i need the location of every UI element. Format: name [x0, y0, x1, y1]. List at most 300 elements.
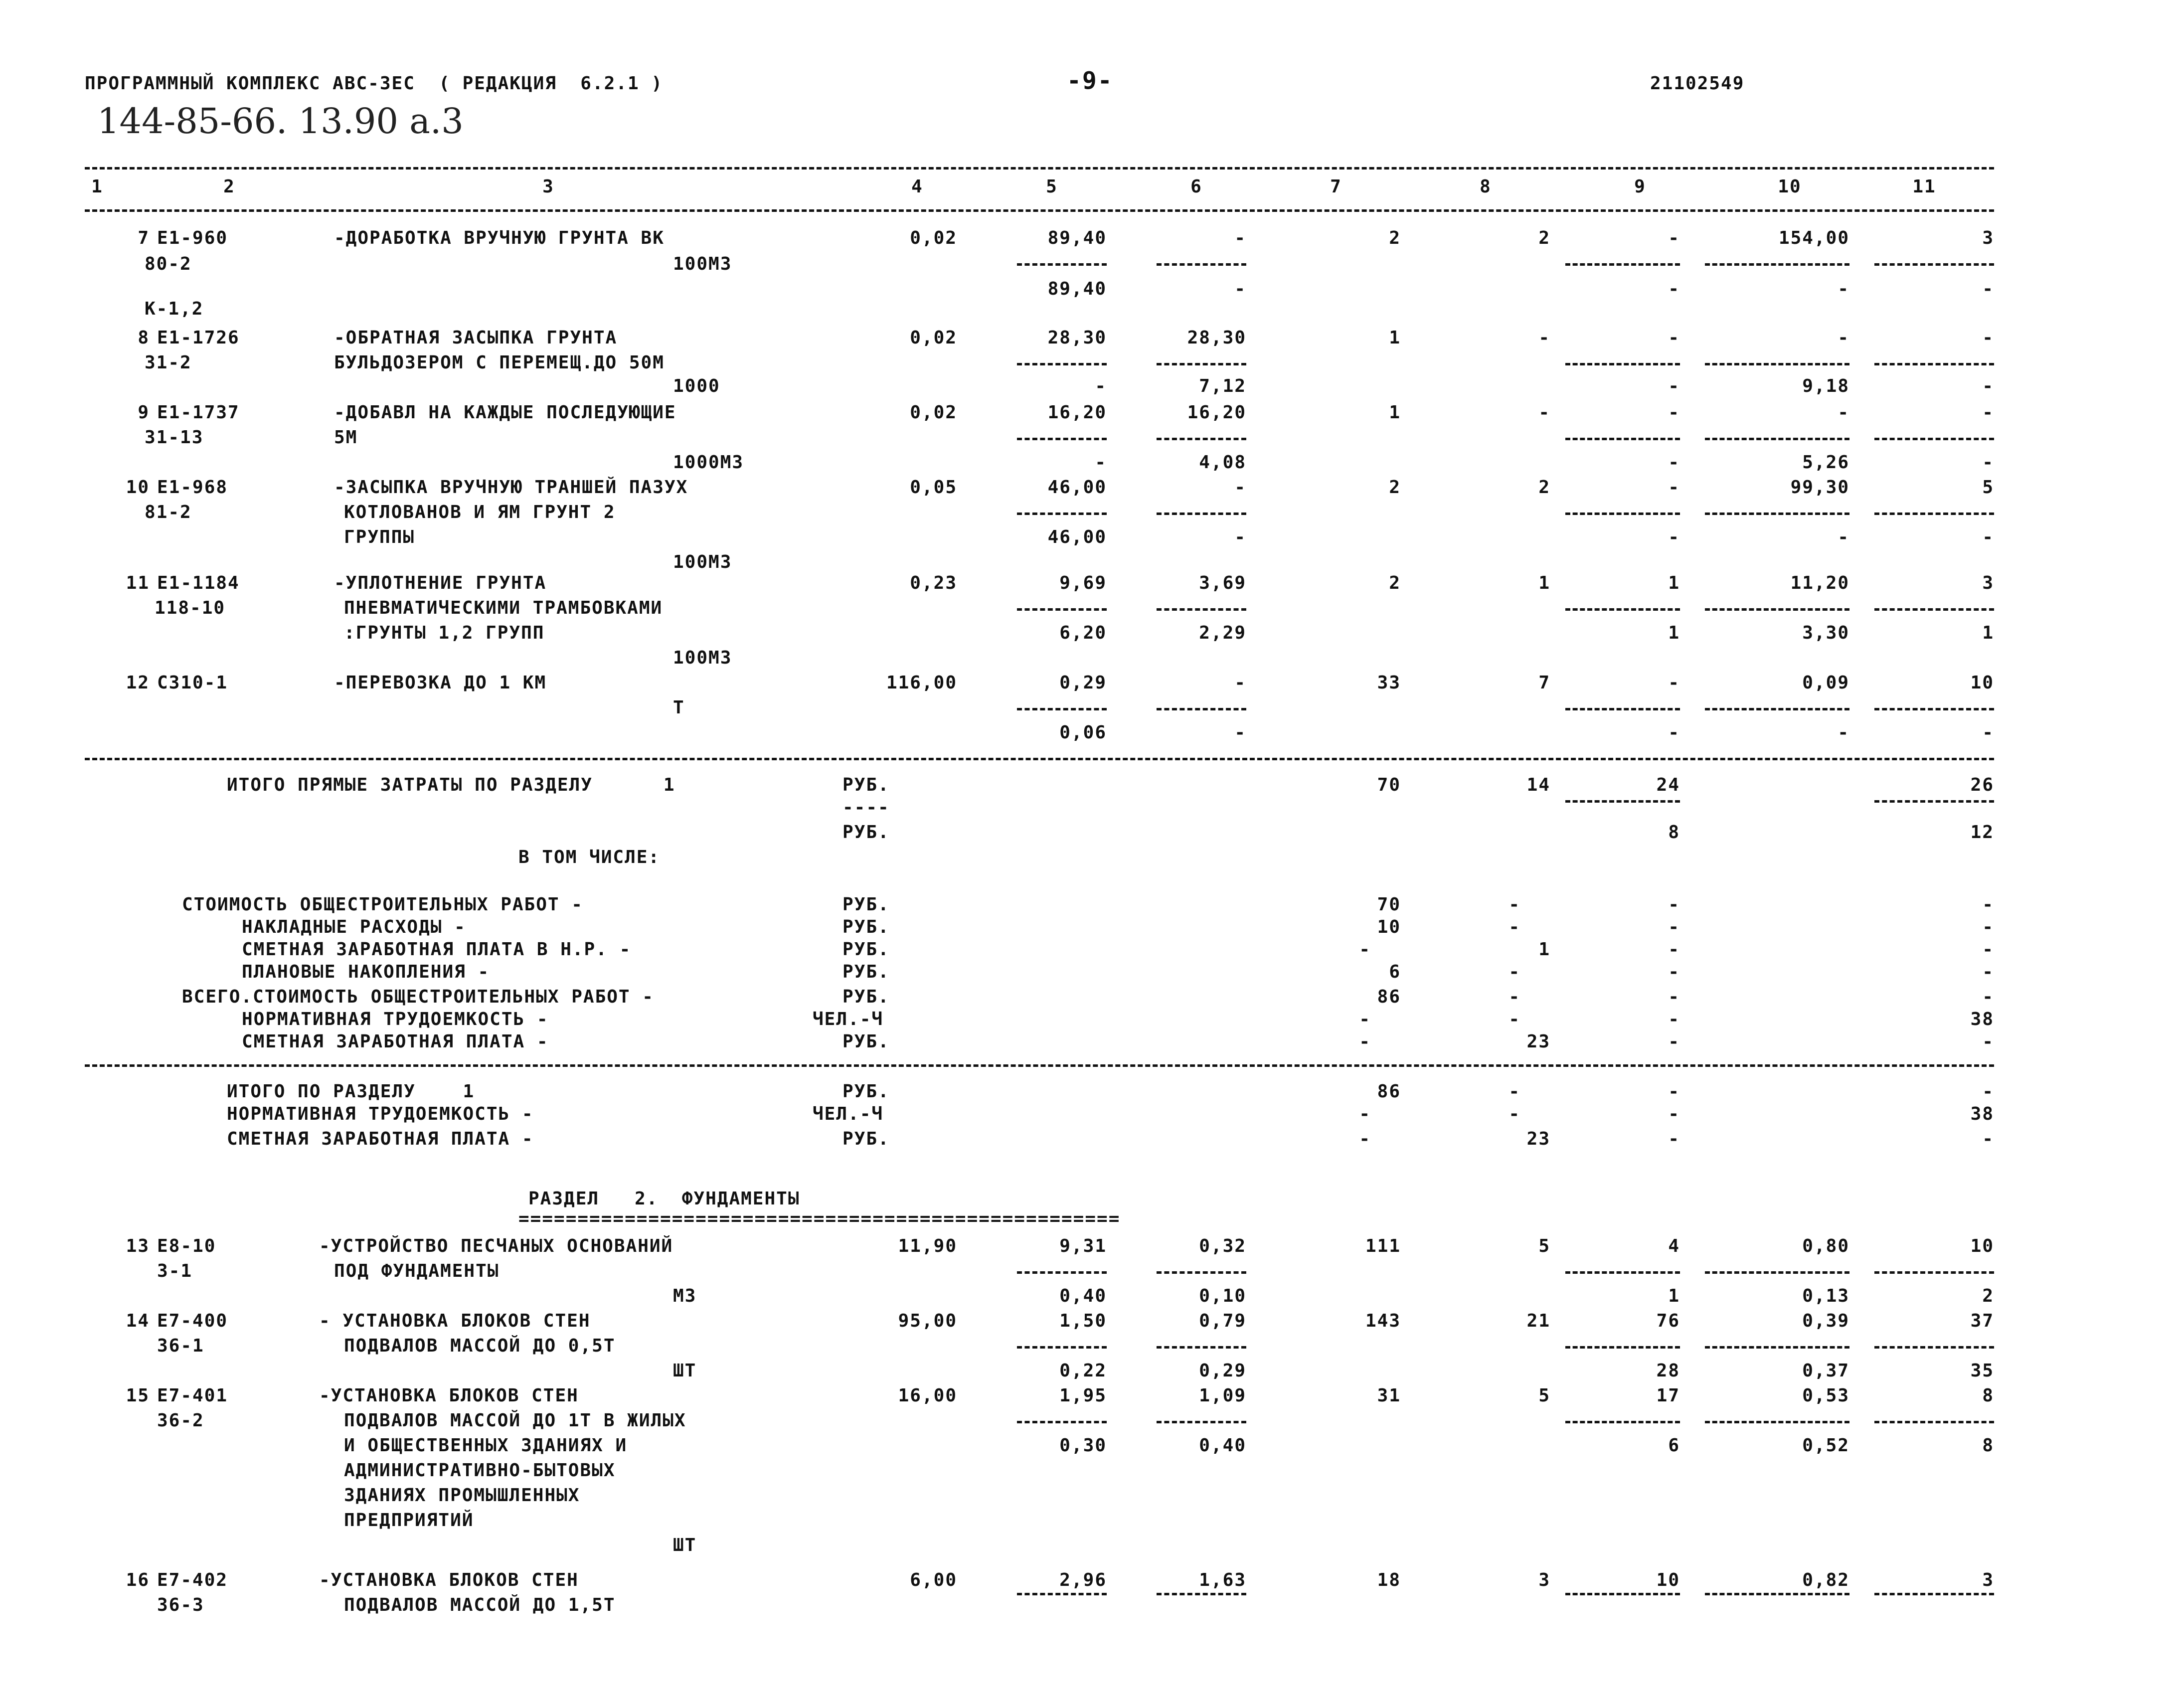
column-header: 10: [1778, 176, 1802, 197]
cell: 1,95: [1059, 1385, 1107, 1406]
cell: 111: [1365, 1236, 1401, 1256]
column-header: 11: [1912, 176, 1936, 197]
cell: -: [1359, 1104, 1371, 1124]
rate-code: Е1-1726: [157, 328, 240, 348]
cell: 0,29: [1059, 673, 1107, 693]
row-number: 15: [126, 1385, 150, 1406]
rate-code-sub: 31-2: [145, 352, 192, 373]
rate-code-sub: 31-13: [145, 427, 204, 448]
sub-rule: [1705, 438, 1849, 440]
sub-rule: [1874, 1421, 1994, 1423]
work-name: КОТЛОВАНОВ И ЯМ ГРУНТ 2: [344, 502, 616, 522]
cell: 46,00: [1047, 477, 1107, 498]
unit: РУБ.: [842, 1129, 890, 1149]
cell: 70: [1377, 894, 1401, 915]
cell: -: [1508, 917, 1520, 937]
sub-rule: [1017, 608, 1107, 611]
including-heading: В ТОМ ЧИСЛЕ:: [518, 847, 661, 867]
column-header: 6: [1190, 176, 1202, 197]
work-name: АДМИНИСТРАТИВНО-БЫТОВЫХ: [344, 1460, 616, 1481]
cell: -: [1668, 1104, 1680, 1124]
unit: М3: [673, 1286, 697, 1306]
cell: 7: [1538, 673, 1550, 693]
quantity: 0,02: [910, 228, 957, 248]
sub-rule: [1565, 438, 1680, 440]
summary-label: ИТОГО ПО РАЗДЕЛУ 1: [227, 1081, 475, 1102]
cell: 28,30: [1187, 328, 1246, 348]
cell: 1: [1538, 939, 1550, 960]
sub-rule: [1874, 1346, 1994, 1349]
sub-rule: [1565, 1346, 1680, 1349]
cell: -: [1508, 1104, 1520, 1124]
sub-rule: [1874, 1593, 1994, 1595]
cell: -: [1982, 917, 1994, 937]
column-header: 1: [91, 176, 103, 197]
cell: 46,00: [1047, 527, 1107, 547]
work-name: ПРЕДПРИЯТИЙ: [344, 1510, 474, 1531]
cell: 5: [1982, 477, 1994, 498]
handwritten-note: 144-85-66. 13.90 a.3: [97, 101, 464, 142]
cell: 33: [1377, 673, 1401, 693]
cell: 37: [1970, 1311, 1994, 1331]
sub-rule: [1157, 1593, 1246, 1595]
summary-label: СМЕТНАЯ ЗАРАБОТНАЯ ПЛАТА -: [227, 1129, 534, 1149]
sub-rule: [1565, 263, 1680, 266]
cell: 18: [1377, 1570, 1401, 1590]
rate-code-sub: 36-2: [157, 1410, 204, 1431]
cell: 0,39: [1802, 1311, 1849, 1331]
cell: 10: [1970, 673, 1994, 693]
cell: 3: [1982, 573, 1994, 593]
cell: -: [1234, 228, 1246, 248]
sub-rule: [1017, 1421, 1107, 1423]
sub-rule: [1705, 608, 1849, 611]
rate-code-sub: 3-1: [157, 1261, 193, 1281]
rate-code: Е1-1184: [157, 573, 240, 593]
cell: -: [1982, 376, 1994, 396]
sub-rule: [1705, 1346, 1849, 1349]
cell: -: [1982, 1081, 1994, 1102]
sub-rule: [1017, 1593, 1107, 1595]
row-number: 12: [126, 673, 150, 693]
rate-code: Е7-402: [157, 1570, 228, 1590]
sub-rule: [1565, 1593, 1680, 1595]
row-number: 7: [138, 228, 150, 248]
row-number: 10: [126, 477, 150, 498]
sub-rule: [1705, 363, 1849, 365]
cell: 1: [1668, 1286, 1680, 1306]
cell: 31: [1377, 1385, 1401, 1406]
rate-code-sub: 36-1: [157, 1336, 204, 1356]
cell: -: [1234, 527, 1246, 547]
cell: 1: [1668, 573, 1680, 593]
cell: 1,63: [1199, 1570, 1246, 1590]
cell: -: [1982, 962, 1994, 982]
cell: 16,20: [1047, 402, 1107, 423]
sub-rule: [1705, 708, 1849, 710]
dashes: ----: [842, 797, 890, 818]
unit: 1000: [673, 376, 720, 396]
section-underline: ===================================================: [518, 1208, 1121, 1229]
sub-rule: [1017, 1346, 1107, 1349]
summary-label: СТОИМОСТЬ ОБЩЕСТРОИТЕЛЬНЫХ РАБОТ -: [182, 894, 583, 915]
column-header: 4: [911, 176, 923, 197]
cell: -: [1508, 1009, 1520, 1029]
rule: [85, 167, 1994, 170]
cell: 12: [1970, 822, 1994, 843]
unit: ЧЕЛ.-Ч: [813, 1009, 884, 1029]
cell: 99,30: [1790, 477, 1849, 498]
cell: 2: [1389, 477, 1401, 498]
cell: 0,30: [1059, 1435, 1107, 1456]
cell: 28: [1656, 1361, 1680, 1381]
cell: 14: [1526, 775, 1550, 795]
cell: 23: [1526, 1031, 1550, 1052]
column-header: 5: [1046, 176, 1058, 197]
cell: 35: [1970, 1361, 1994, 1381]
sub-rule: [1874, 263, 1994, 266]
cell: 11,20: [1790, 573, 1849, 593]
sub-rule: [1705, 1271, 1849, 1274]
cell: -: [1838, 527, 1849, 547]
cell: -: [1668, 894, 1680, 915]
cell: -: [1982, 1129, 1994, 1149]
cell: -: [1668, 328, 1680, 348]
sub-rule: [1017, 1271, 1107, 1274]
quantity: 0,02: [910, 402, 957, 423]
rate-code-sub: 36-3: [157, 1595, 204, 1615]
unit: ШТ: [673, 1535, 697, 1555]
cell: 6: [1668, 1435, 1680, 1456]
cell: -: [1668, 673, 1680, 693]
cell: 23: [1526, 1129, 1550, 1149]
work-name: ГРУППЫ: [344, 527, 415, 547]
document-number: 21102549: [1650, 73, 1745, 94]
cell: -: [1538, 328, 1550, 348]
sub-rule: [1874, 708, 1994, 710]
cell: -: [1359, 939, 1371, 960]
unit: ЧЕЛ.-Ч: [813, 1104, 884, 1124]
cell: 2,96: [1059, 1570, 1107, 1590]
cell: 4,08: [1199, 452, 1246, 473]
cell: 8: [1982, 1385, 1994, 1406]
unit: РУБ.: [842, 1031, 890, 1052]
cell: -: [1359, 1129, 1371, 1149]
unit: Т: [673, 697, 685, 718]
summary-label: ВСЕГО.СТОИМОСТЬ ОБЩЕСТРОИТЕЛЬНЫХ РАБОТ -: [182, 987, 654, 1007]
cell: 1,50: [1059, 1311, 1107, 1331]
cell: 2: [1389, 573, 1401, 593]
cell: 21: [1526, 1311, 1550, 1331]
cell: -: [1359, 1009, 1371, 1029]
cell: 0,13: [1802, 1286, 1849, 1306]
sub-rule: [1017, 438, 1107, 440]
sub-rule: [1157, 438, 1246, 440]
unit: РУБ.: [842, 822, 890, 843]
cell: 0,40: [1059, 1286, 1107, 1306]
cell: 5: [1538, 1385, 1550, 1406]
cell: -: [1508, 962, 1520, 982]
unit: 1000М3: [673, 452, 744, 473]
cell: 2,29: [1199, 623, 1246, 643]
quantity: 0,23: [910, 573, 957, 593]
cell: 1: [1538, 573, 1550, 593]
cell: -: [1668, 279, 1680, 299]
row-number: 13: [126, 1236, 150, 1256]
rule: [85, 758, 1994, 760]
cell: 5,26: [1802, 452, 1849, 473]
cell: -: [1982, 1031, 1994, 1052]
cell: 17: [1656, 1385, 1680, 1406]
unit: РУБ.: [842, 962, 890, 982]
section-title: РАЗДЕЛ 2. ФУНДАМЕНТЫ: [528, 1189, 800, 1209]
row-number: 9: [138, 402, 150, 423]
cell: -: [1668, 402, 1680, 423]
cell: 0,22: [1059, 1361, 1107, 1381]
sub-rule: [1874, 1271, 1994, 1274]
page-number: -9-: [1067, 67, 1113, 95]
sub-rule: [1565, 608, 1680, 611]
cell: 1: [1389, 402, 1401, 423]
cell: 0,82: [1802, 1570, 1849, 1590]
cell: -: [1982, 452, 1994, 473]
cell: -: [1095, 452, 1107, 473]
cell: -: [1982, 328, 1994, 348]
cell: -: [1234, 673, 1246, 693]
sub-rule: [1157, 608, 1246, 611]
cell: -: [1668, 917, 1680, 937]
cell: -: [1234, 477, 1246, 498]
cell: -: [1982, 279, 1994, 299]
cell: 2: [1538, 477, 1550, 498]
rate-code: Е1-968: [157, 477, 228, 498]
cell: 1,09: [1199, 1385, 1246, 1406]
sub-rule: [1565, 512, 1680, 515]
cell: -: [1838, 328, 1849, 348]
cell: -: [1982, 402, 1994, 423]
summary-label: ИТОГО ПРЯМЫЕ ЗАТРАТЫ ПО РАЗДЕЛУ 1: [227, 775, 675, 795]
unit: 100М3: [673, 552, 732, 572]
cell: 10: [1970, 1236, 1994, 1256]
rate-code-sub: 118-10: [155, 598, 226, 618]
cell: 70: [1377, 775, 1401, 795]
cell: 89,40: [1047, 279, 1107, 299]
rate-code: Е7-401: [157, 1385, 228, 1406]
cell: -: [1668, 228, 1680, 248]
cell: 6,20: [1059, 623, 1107, 643]
sub-rule: [1157, 1346, 1246, 1349]
quantity: 116,00: [886, 673, 957, 693]
sub-rule: [1017, 263, 1107, 266]
cell: 7,12: [1199, 376, 1246, 396]
cell: -: [1668, 962, 1680, 982]
cell: 0,80: [1802, 1236, 1849, 1256]
cell: 0,53: [1802, 1385, 1849, 1406]
cell: 2: [1538, 228, 1550, 248]
column-header: 9: [1634, 176, 1646, 197]
rate-code-sub: 80-2: [145, 254, 192, 274]
cell: 38: [1970, 1009, 1994, 1029]
cell: -: [1668, 1009, 1680, 1029]
sub-rule: [1157, 363, 1246, 365]
summary-label: ПЛАНОВЫЕ НАКОПЛЕНИЯ -: [242, 962, 490, 982]
unit: РУБ.: [842, 917, 890, 937]
sub-rule: [1565, 708, 1680, 710]
cell: 10: [1377, 917, 1401, 937]
sub-rule: [1705, 512, 1849, 515]
cell: 4: [1668, 1236, 1680, 1256]
rule: [85, 1064, 1994, 1067]
sub-rule: [1157, 512, 1246, 515]
cell: -: [1982, 987, 1994, 1007]
cell: -: [1668, 1129, 1680, 1149]
work-name: ПОДВАЛОВ МАССОЙ ДО 1,5Т: [344, 1595, 616, 1615]
quantity: 95,00: [898, 1311, 957, 1331]
sub-rule: [1157, 1421, 1246, 1423]
sub-rule: [1565, 800, 1680, 803]
unit: РУБ.: [842, 939, 890, 960]
unit: РУБ.: [842, 987, 890, 1007]
unit: 100М3: [673, 254, 732, 274]
sub-rule: [1565, 1421, 1680, 1423]
cell: 10: [1656, 1570, 1680, 1590]
cell: -: [1234, 279, 1246, 299]
cell: 143: [1365, 1311, 1401, 1331]
program-title: ПРОГРАММНЫЙ КОМПЛЕКС АВС-3ЕС ( РЕДАКЦИЯ 6.2.1 ): [85, 73, 664, 94]
sub-rule: [1874, 800, 1994, 803]
cell: 2: [1982, 1286, 1994, 1306]
cell: -: [1508, 987, 1520, 1007]
row-number: 8: [138, 328, 150, 348]
summary-label: НОРМАТИВНАЯ ТРУДОЕМКОСТЬ -: [227, 1104, 534, 1124]
cell: -: [1095, 376, 1107, 396]
cell: -: [1668, 376, 1680, 396]
cell: 89,40: [1047, 228, 1107, 248]
cell: 154,00: [1778, 228, 1849, 248]
unit: 100М3: [673, 648, 732, 668]
cell: 5: [1538, 1236, 1550, 1256]
rate-code: С310-1: [157, 673, 228, 693]
work-name: И ОБЩЕСТВЕННЫХ ЗДАНИЯХ И: [344, 1435, 628, 1456]
quantity: 6,00: [910, 1570, 957, 1590]
cell: -: [1982, 527, 1994, 547]
cell: -: [1668, 1081, 1680, 1102]
cell: -: [1668, 477, 1680, 498]
unit: РУБ.: [842, 1081, 890, 1102]
column-header: 3: [542, 176, 554, 197]
unit: ШТ: [673, 1361, 697, 1381]
work-name: -ДОБАВЛ НА КАЖДЫЕ ПОСЛЕДУЮЩИЕ: [334, 402, 676, 423]
sub-rule: [1157, 263, 1246, 266]
cell: 8: [1982, 1435, 1994, 1456]
cell: -: [1668, 939, 1680, 960]
summary-label: СМЕТНАЯ ЗАРАБОТНАЯ ПЛАТА В Н.Р. -: [242, 939, 632, 960]
work-name: -УСТАНОВКА БЛОКОВ СТЕН: [319, 1570, 579, 1590]
rate-code: Е8-10: [157, 1236, 216, 1256]
cell: 3: [1982, 1570, 1994, 1590]
quantity: 11,90: [898, 1236, 957, 1256]
cell: -: [1982, 722, 1994, 743]
unit: РУБ.: [842, 775, 890, 795]
cell: -: [1668, 722, 1680, 743]
rule: [85, 209, 1994, 212]
sub-rule: [1157, 708, 1246, 710]
cell: -: [1508, 1081, 1520, 1102]
cell: 3,69: [1199, 573, 1246, 593]
sub-rule: [1017, 363, 1107, 365]
sub-rule: [1874, 608, 1994, 611]
cell: -: [1668, 987, 1680, 1007]
sub-rule: [1017, 512, 1107, 515]
cell: 76: [1656, 1311, 1680, 1331]
quantity: 0,05: [910, 477, 957, 498]
cell: 3,30: [1802, 623, 1849, 643]
cell: 28,30: [1047, 328, 1107, 348]
work-name: 5М: [334, 427, 358, 448]
sub-rule: [1705, 1593, 1849, 1595]
sub-rule: [1705, 263, 1849, 266]
sub-rule: [1874, 363, 1994, 365]
sub-rule: [1565, 1271, 1680, 1274]
cell: -: [1359, 1031, 1371, 1052]
cell: 26: [1970, 775, 1994, 795]
sub-rule: [1874, 438, 1994, 440]
quantity: 0,02: [910, 328, 957, 348]
column-header: 7: [1330, 176, 1342, 197]
work-name: БУЛЬДОЗЕРОМ С ПЕРЕМЕЩ.ДО 50М: [334, 352, 665, 373]
unit: РУБ.: [842, 894, 890, 915]
sub-rule: [1874, 512, 1994, 515]
work-name: ПОДВАЛОВ МАССОЙ ДО 1Т В ЖИЛЫХ: [344, 1410, 686, 1431]
cell: 0,32: [1199, 1236, 1246, 1256]
cell: -: [1508, 894, 1520, 915]
cell: 0,52: [1802, 1435, 1849, 1456]
cell: 0,10: [1199, 1286, 1246, 1306]
work-name: ЗДАНИЯХ ПРОМЫШЛЕННЫХ: [344, 1485, 580, 1506]
cell: -: [1234, 722, 1246, 743]
rate-code-sub: К-1,2: [145, 299, 204, 319]
cell: 6: [1389, 962, 1401, 982]
rate-code: Е7-400: [157, 1311, 228, 1331]
cell: 9,18: [1802, 376, 1849, 396]
work-name: -ПЕРЕВОЗКА ДО 1 КМ: [334, 673, 547, 693]
cell: 2: [1389, 228, 1401, 248]
summary-label: НОРМАТИВНАЯ ТРУДОЕМКОСТЬ -: [242, 1009, 549, 1029]
cell: 9,69: [1059, 573, 1107, 593]
work-name: ПОД ФУНДАМЕНТЫ: [334, 1261, 500, 1281]
cell: -: [1668, 527, 1680, 547]
work-name: -УСТАНОВКА БЛОКОВ СТЕН: [319, 1385, 579, 1406]
cell: 8: [1668, 822, 1680, 843]
column-header: 8: [1480, 176, 1492, 197]
cell: -: [1668, 452, 1680, 473]
cell: 0,40: [1199, 1435, 1246, 1456]
work-name: ПНЕВМАТИЧЕСКИМИ ТРАМБОВКАМИ: [344, 598, 663, 618]
cell: 0,06: [1059, 722, 1107, 743]
work-name: -ДОРАБОТКА ВРУЧНУЮ ГРУНТА ВК: [334, 228, 665, 248]
cell: 86: [1377, 987, 1401, 1007]
cell: 24: [1656, 775, 1680, 795]
work-name: -УПЛОТНЕНИЕ ГРУНТА: [334, 573, 547, 593]
cell: 0,37: [1802, 1361, 1849, 1381]
cell: 86: [1377, 1081, 1401, 1102]
cell: 0,09: [1802, 673, 1849, 693]
cell: 1: [1982, 623, 1994, 643]
work-name: :ГРУНТЫ 1,2 ГРУПП: [344, 623, 545, 643]
cell: -: [1982, 939, 1994, 960]
cell: 1: [1668, 623, 1680, 643]
cell: -: [1838, 279, 1849, 299]
